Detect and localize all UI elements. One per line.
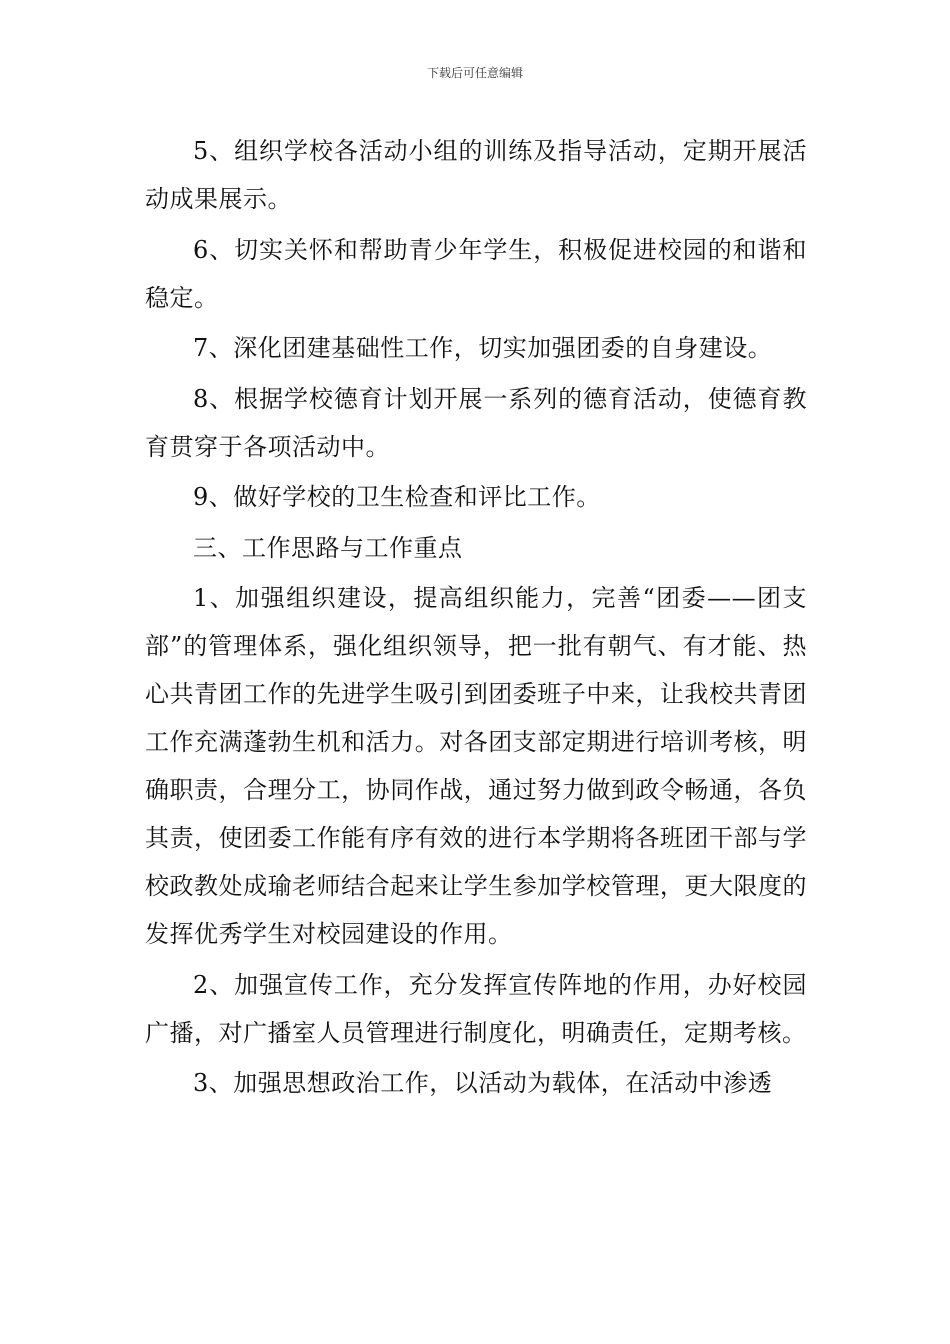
paragraph-item-8: 8、根据学校德育计划开展一系列的德育活动，使德育教育贯穿于各项活动中。 [145,384,807,461]
paragraph-item-5: 5、组织学校各活动小组的训练及指导活动，定期开展活动成果展示。 [145,137,807,213]
paragraph-item-7: 7、深化团建基础性工作，切实加强团委的自身建设。 [193,334,773,362]
paragraph-political-work: 3、加强思想政治工作，以活动为载体，在活动中渗透 [193,1069,773,1097]
paragraph-publicity: 2、加强宣传工作，充分发挥宣传阵地的作用，办好校园广播，对广播室人员管理进行制度化，明确责任，定期考核。 [145,970,807,1047]
page-header: 下载后可任意编辑 [426,66,523,80]
document-body [145,127,807,1110]
section-heading: 三、工作思路与工作重点 [193,533,463,562]
paragraph-item-9: 9、做好学校的卫生检查和评比工作。 [193,483,601,511]
paragraph-item-6: 6、切实关怀和帮助青少年学生，积极促进校园的和谐和稳定。 [145,235,807,312]
paragraph-organization: 1、加强组织建设，提高组织能力，完善“团委——团支部”的管理体系，强化组织领导，把一批有朝气、有才能、热心共青团工作的先进学生吸引到团委班子中来，让我校共青团工作充满蓬勃生机和活力。对各团支部定期进行培训考核，明确职责，合理分工，协同作战，通过努力做到政令畅通，各负其责，使团委工作能有序有效的进行本学期将各班团干部与学校政教处成瑜老师结合起来让学生参加学校管理，更大限度的发挥优秀学生对校园建设的作用。 [145,584,807,948]
